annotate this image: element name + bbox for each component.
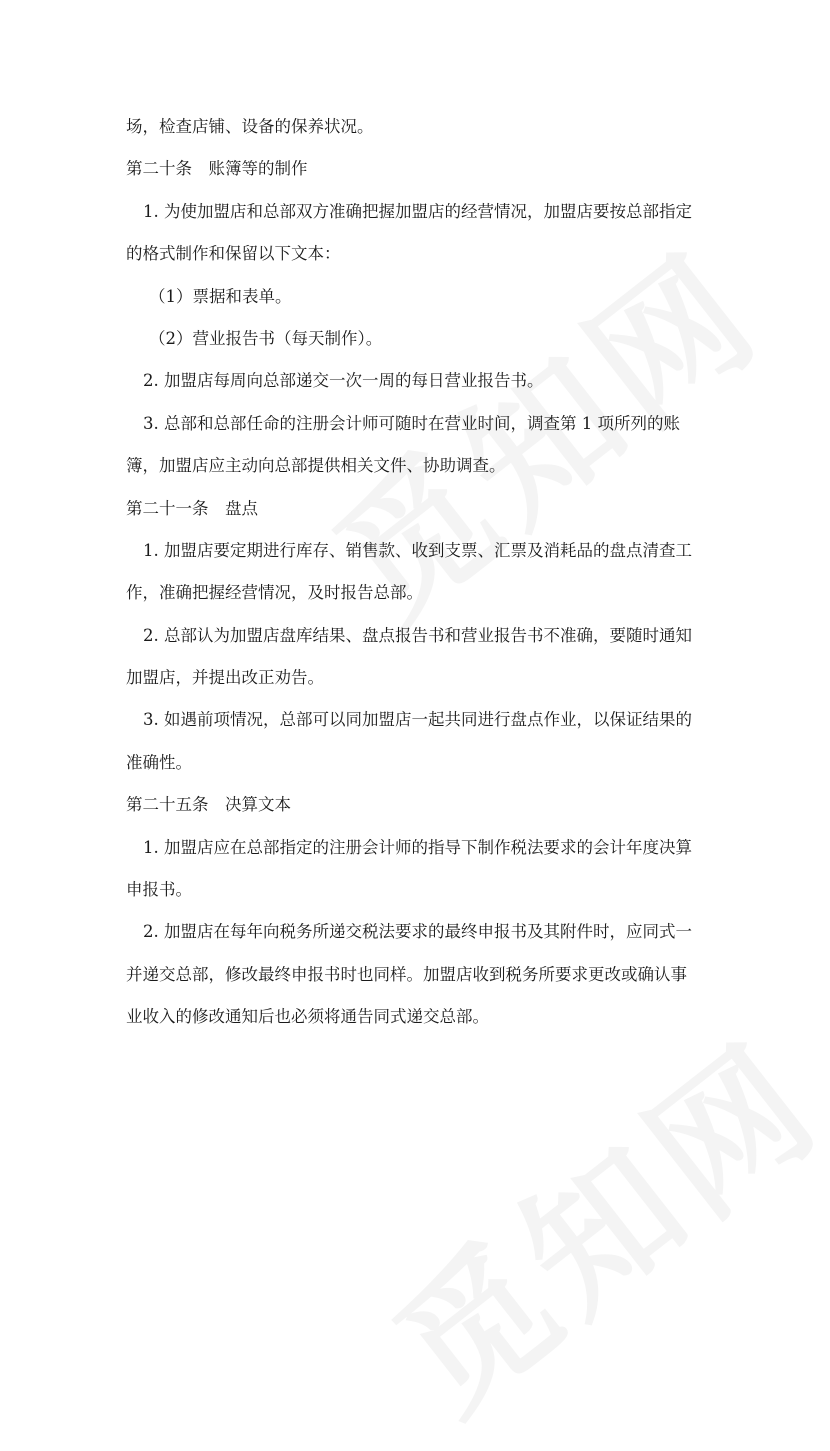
article-heading: 第二十五条 决算文本 xyxy=(126,795,291,815)
paragraph-line: 1. 加盟店应在总部指定的注册会计师的指导下制作税法要求的会计年度决算 xyxy=(143,837,692,857)
paragraph-line: 2. 总部认为加盟店盘库结果、盘点报告书和营业报告书不准确，要随时通知 xyxy=(143,625,692,645)
article-heading: 第二十条 账簿等的制作 xyxy=(126,159,308,179)
paragraph-line: 3. 如遇前项情况，总部可以同加盟店一起共同进行盘点作业，以保证结果的 xyxy=(143,710,692,730)
watermark xyxy=(344,985,830,1451)
paragraph-line: 并递交总部，修改最终申报书时也同样。加盟店收到税务所要求更改或确认事 xyxy=(126,964,687,984)
paragraph-line: 3. 总部和总部任命的注册会计师可随时在营业时间，调查第 1 项所列的账 xyxy=(143,413,680,433)
list-item: （2）营业报告书（每天制作）。 xyxy=(149,328,383,348)
paragraph-line: 作，准确把握经营情况，及时报告总部。 xyxy=(126,583,423,603)
paragraph-line: 簿，加盟店应主动向总部提供相关文件、协助调查。 xyxy=(126,456,506,476)
paragraph-line: 申报书。 xyxy=(126,880,192,900)
paragraph-line: 2. 加盟店在每年向税务所递交税法要求的最终申报书及其附件时，应同式一 xyxy=(143,922,692,942)
paragraph-line: 1. 加盟店要定期进行库存、销售款、收到支票、汇票及消耗品的盘点清查工 xyxy=(143,540,692,560)
paragraph-line: 业收入的修改通知后也必须将通告同式递交总部。 xyxy=(126,1007,489,1027)
document-body xyxy=(126,106,710,1039)
paragraph-line: 加盟店，并提出改正劝告。 xyxy=(126,668,324,688)
article-heading: 第二十一条 盘点 xyxy=(126,498,258,518)
paragraph-line: 准确性。 xyxy=(126,752,192,772)
list-item: （1）票据和表单。 xyxy=(149,286,292,306)
paragraph-line: 场，检查店铺、设备的保养状况。 xyxy=(126,117,374,136)
paragraph-line: 2. 加盟店每周向总部递交一次一周的每日营业报告书。 xyxy=(143,371,544,391)
paragraph-line: 的格式制作和保留以下文本： xyxy=(126,244,341,264)
paragraph-line: 1. 为使加盟店和总部双方准确把握加盟店的经营情况，加盟店要按总部指定 xyxy=(143,201,692,221)
